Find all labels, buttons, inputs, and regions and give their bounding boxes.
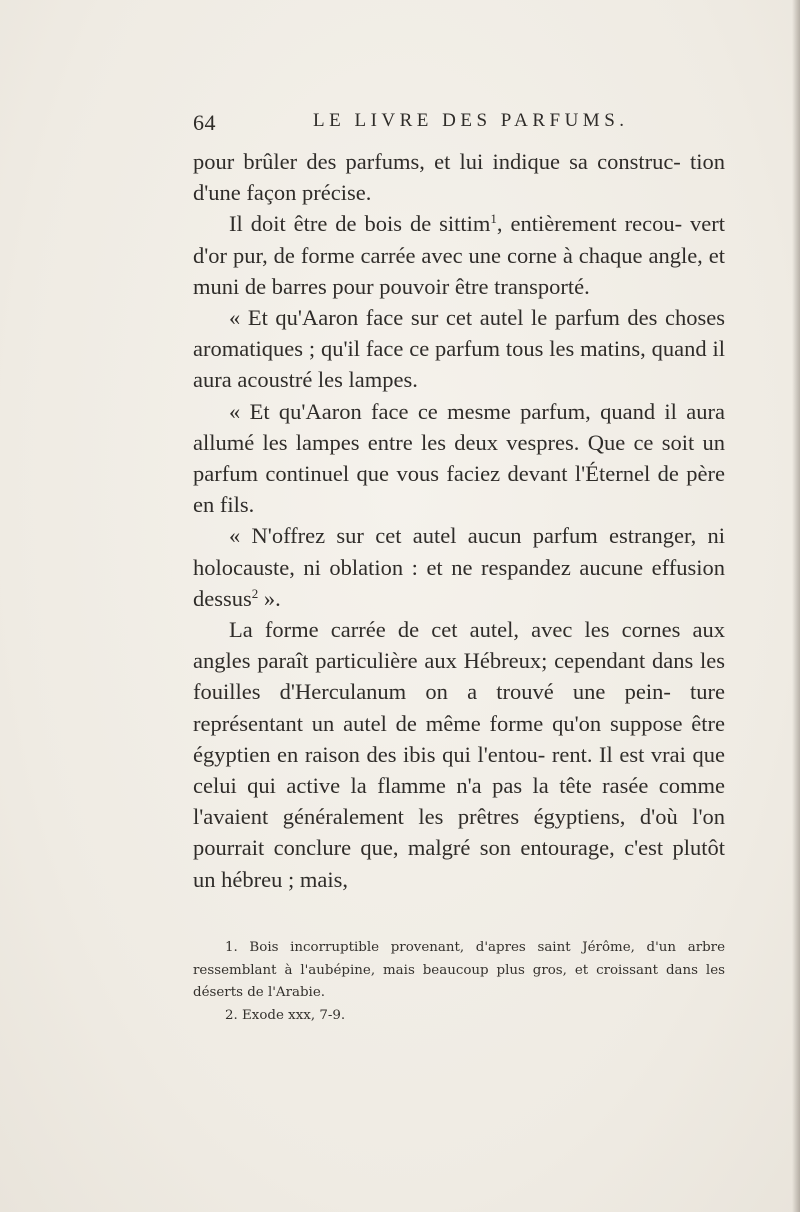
- running-title: LE LIVRE DES PARFUMS.: [313, 110, 629, 131]
- paragraph-5-end: ».: [258, 585, 281, 611]
- paragraph-2-rest: , entièrement recou- vert d'or pur, de forme carrée avec une corne à chaque angle, et muni de barres pour pouvoir être transporté.: [193, 211, 725, 299]
- page-number: 64: [193, 110, 216, 135]
- footnote-1: 1. Bois incorruptible provenant, d'apres saint Jérôme, d'un arbre ressemblant à l'aubépine, mais beaucoup plus gros, et croissant dans les déserts de l'Arabie.: [193, 940, 725, 1000]
- paragraph-1: pour brûler des parfums, et lui indique sa construc- tion d'une façon précise.: [193, 149, 725, 206]
- paragraph-6: La forme carrée de cet autel, avec les cornes aux angles paraît particulière aux Hébreux; cependant dans les fouilles d'Herculanum on a trouvé une pein- ture représentant un autel de même forme qu'on suppose être égyptien en raison des ibis qui l'entou- rent. Il est vrai que celui qui active la flamme n'a pas la tête rasée comme l'avaient généralement les prêtres égyptiens, d'où l'on pourrait conclure que, malgré son entourage, c'est plutôt un hébreu ; mais,: [193, 617, 725, 892]
- paragraph-5-start: « N'offrez sur cet autel aucun parfum estranger, ni holocauste, ni oblation : et ne respandez aucune effusion dessus: [193, 523, 725, 611]
- note-ref-2: 2: [251, 585, 259, 601]
- page-edge-shadow: [792, 0, 800, 1212]
- paragraph-2: [193, 208, 725, 302]
- note-ref-1: 1: [490, 211, 497, 227]
- paragraph-5: [193, 520, 725, 614]
- footnote-2: 2. Exode xxx, 7-9.: [225, 1007, 346, 1023]
- paragraph-3: « Et qu'Aaron face sur cet autel le parfum des choses aromatiques ; qu'il face ce parfum tous les matins, quand il aura acoustré les lampes.: [193, 305, 725, 393]
- paragraph-2-start: Il doit être de bois de sittim: [229, 211, 491, 237]
- footnotes: [193, 937, 725, 1027]
- body-text: [193, 146, 725, 895]
- paragraph-4: « Et qu'Aaron face ce mesme parfum, quand il aura allumé les lampes entre les deux vespres. Que ce soit un parfum continuel que vous faciez devant l'Éternel de père en fils.: [193, 398, 725, 518]
- running-head: [193, 110, 725, 140]
